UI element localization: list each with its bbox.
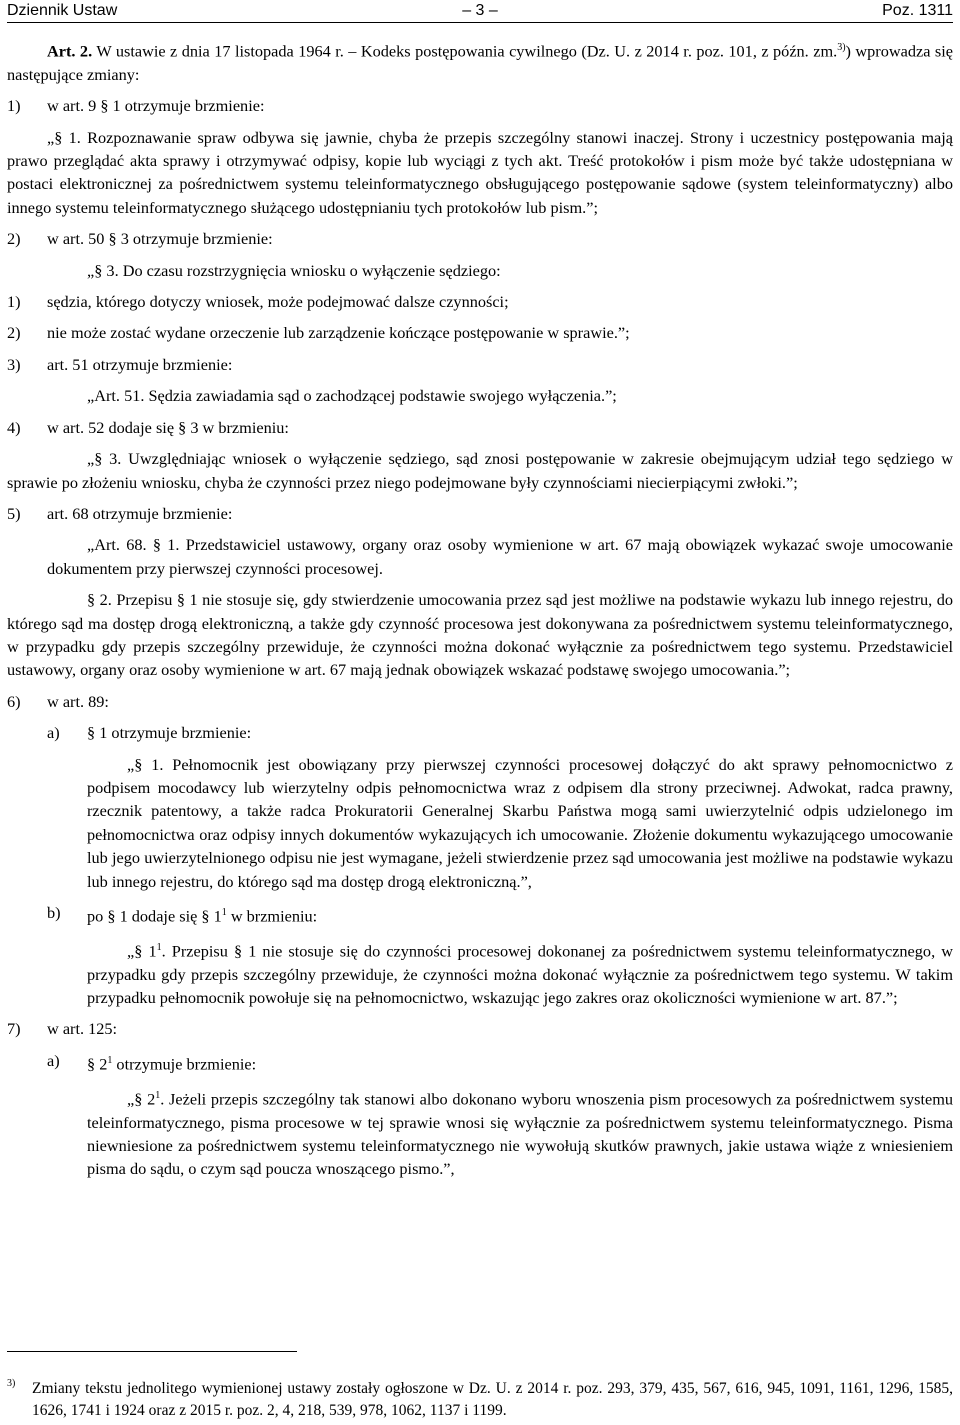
article-label: Art. 2. (47, 41, 93, 61)
quoted-provision: „Art. 68. § 1. Przedstawiciel ustawowy, organy oraz osoby wymienione w art. 67 mają obowiązek wykazać swoje umocowanie dokumentem przy pierwszej czynności procesowej. (47, 535, 953, 578)
list-item: 5) art. 68 otrzymuje brzmienie: (7, 503, 233, 523)
footnote-mark: 3) (7, 1378, 16, 1389)
list-item: 3) art. 51 otrzymuje brzmienie: (7, 354, 233, 374)
quoted-provision: „§ 3. Uwzględniając wniosek o wyłączenie sędziego, sąd znosi postępowanie w zakresie obejmującym udział tego sędziego w sprawie po złożeniu wniosku, chyba że czynności przez niego podejmowane były czynnościami niecierpiącymi zwłoki.”; (7, 449, 953, 492)
journal-title: Dziennik Ustaw (7, 2, 118, 19)
document-body (7, 36, 953, 1189)
list-item: 7) w art. 125: (7, 1019, 118, 1039)
list-item: 2) nie może zostać wydane orzeczenie lub zarządzenie kończące postępowanie w sprawie.”; (7, 323, 630, 343)
list-item: 1) w art. 9 § 1 otrzymuje brzmienie: (7, 96, 265, 116)
quoted-provision: „§ $2^1$. Jeżeli przepis szczególny tak stanowi albo dokonano wyboru wnoszenia pism procesowych za pośrednictwem systemu teleinformatycznego, pisma procesowe w tej sprawie wnosi się wyłącznie za pośrednictwem systemu teleinformatycznego. Pisma niewniesione za pośrednictwem systemu teleinformatycznego nie wywołują skutków prawnych, jakie ustawa wiąże z wniesieniem pisma do sądu, o czym sąd poucza wnoszącego pismo.”, (87, 1089, 954, 1179)
footnote-ref: 3) (837, 42, 846, 53)
footnote-separator (7, 1351, 297, 1352)
quoted-provision: „§ 3. Do czasu rozstrzygnięcia wniosku o wyłączenie sędziego: (87, 260, 501, 280)
quoted-provision: „§ $1^1$. Przepisu § 1 nie stosuje się do czynności procesowej dokonanej za pośrednictwem systemu teleinformatycznego, w przypadku gdy przepis szczególny przewiduje, że czynności można dokonać wyłącznie za pośrednictwem tego systemu. W takim przypadku pełnomocnik powołuje się na pełnomocnictwo, wskazując jego zakres oraz okoliczności wymienione w art. 87.”; (87, 941, 953, 1008)
page-header (7, 0, 953, 22)
quoted-provision: „Art. 51. Sędzia zawiadamia sąd o zachodzącej podstawie swojego wyłączenia.”; (87, 386, 617, 406)
page-number: – 3 – (462, 2, 498, 19)
list-item: 4) w art. 52 dodaje się § 3 w brzmieniu: (7, 417, 289, 437)
sub-item: a) § $2^1$ otrzymuje brzmienie: (47, 1050, 257, 1074)
quoted-provision: „§ 1. Pełnomocnik jest obowiązany przy pierwszej czynności procesowej dołączyć do akt sprawy pełnomocnictwo z podpisem mocodawcy lub wierzytelny odpis pełnomocnictwa wraz z odpisem dla strony przeciwnej. Adwokat, radca prawny, rzecznik patentowy, a także radca Prokuratorii Generalnej Skarbu Państwa mogą sami uwierzytelnić odpis udzielonego im pełnomocnictwa oraz odpisy innych dokumentów wykazujących ich umocowanie. Złożenie dokumentu wykazującego umocowanie lub jego uwierzytelnionego odpisu nie jest wymagane, jeżeli stwierdzenie przez sąd umocowania jest możliwe na podstawie wykazu lub innego rejestru, do którego sąd ma dostęp drogą elektroniczną.”, (87, 754, 953, 891)
sub-item: b) po § 1 dodaje się § $1^1$ w brzmieniu: (47, 903, 318, 926)
list-item: 6) w art. 89: (7, 691, 109, 711)
quoted-provision: „§ 1. Rozpoznawanie spraw odbywa się jawnie, chyba że przepis szczególny stanowi inaczej. Strony i uczestnicy postępowania mają prawo przeglądać akta sprawy i otrzymywać odpisy, kopie lub wyciągi z tych akt. Treść protokołów i pism może być także udostępniana w postaci elektronicznej za pośrednictwem systemu teleinformatycznego obsługującego postępowanie sądowe (system teleinformatyczny) albo innego systemu teleinformatycznego służącego udostępnianiu tych protokołów lub pism.”; (7, 127, 953, 217)
header-rule (7, 22, 953, 23)
article-intro: Art. 2. W ustawie z dnia 17 listopada 1964 r. – Kodeks postępowania cywilnego (Dz. U. z 2014 r. poz. 101, z późn. zm.$^{3)}$) wprowadza się następujące zmiany: (7, 41, 953, 84)
position-number: Poz. 1311 (882, 2, 953, 19)
list-item: 1) sędzia, którego dotyczy wniosek, może podejmować dalsze czynności; (7, 292, 509, 312)
quoted-provision: § 2. Przepisu § 1 nie stosuje się, gdy stwierdzenie umocowania przez sąd jest możliwe na podstawie wykazu lub innego rejestru, do którego sąd ma dostęp drogą elektroniczną, a także gdy czynność procesowa jest dokonywana za pośrednictwem systemu teleinformatycznego, w przypadku gdy przepis szczególny przewiduje, że czynności można dokonać wyłącznie za pośrednictwem tego systemu. Przedstawiciel ustawowy, organy oraz osoby wymienione w art. 67 mają jednak obowiązek wskazać podstawę swojego umocowania.”; (7, 590, 953, 680)
list-item: 2) w art. 50 § 3 otrzymuje brzmienie: (7, 229, 273, 249)
sub-item: a) § 1 otrzymuje brzmienie: (47, 723, 252, 743)
footnote (7, 1378, 953, 1422)
footnote-text: Zmiany tekstu jednolitego wymienionej ustawy zostały ogłoszone w Dz. U. z 2014 r. poz. 293, 379, 435, 567, 616, 945, 1091, 1161, 1296, 1585, 1626, 1741 i 1924 oraz z 2015 r. poz. 2, 4, 218, 539, 978, 1062, 1137 i 1199. (32, 1380, 953, 1419)
